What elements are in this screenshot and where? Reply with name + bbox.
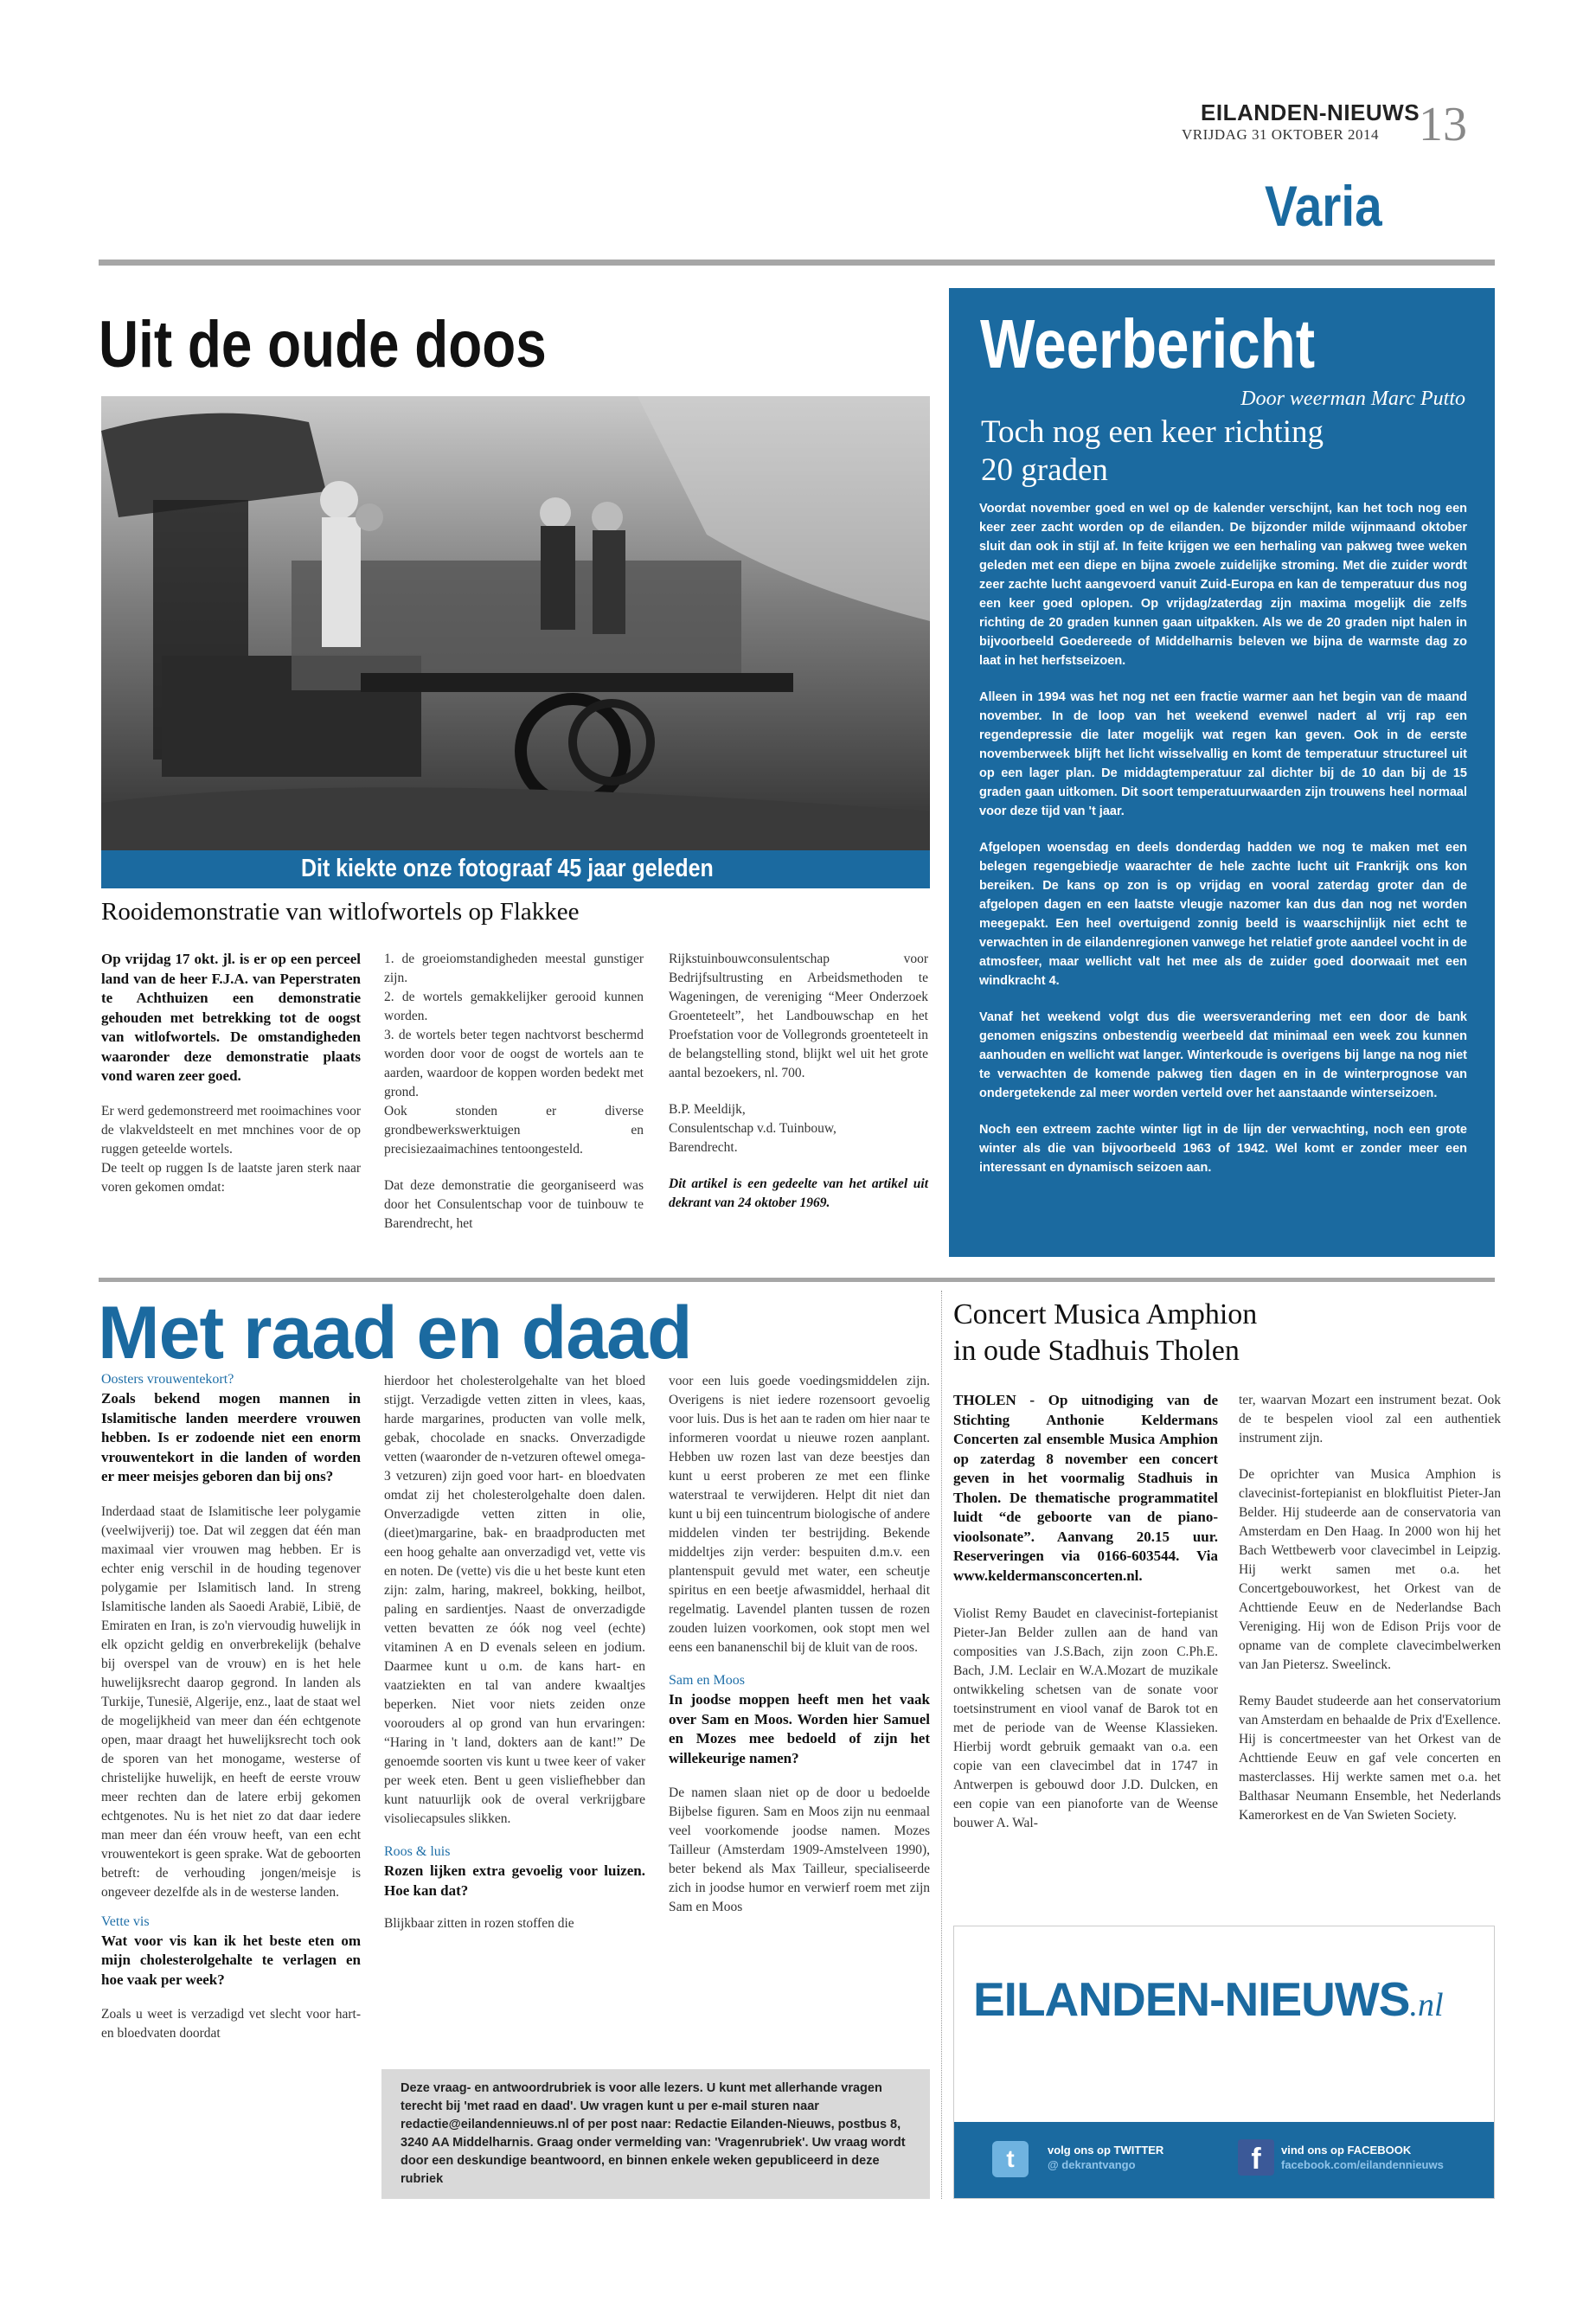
raad-notice-text: Deze vraag- en antwoordrubriek is voor alle lezers. U kunt met allerhande vragen terecht bij 'met raad en daad'. Uw vragen kunt u per e-mail sturen naar redactie@eilandennieuws.nl of per post naar: Redactie Eilanden-Nieuws, postbus 8, 3240 AA Middelharnis. Graag onder vermelding van: 'Vragenrubriek'. Uw vraag wordt door een deskundige beantwoord, en binnen enkele weken gepubliceerd in deze rubriek <box>401 2081 906 2186</box>
raad-col3 <box>669 1372 930 1917</box>
q-answer-cont: voor een luis goede voedingsmiddelen zijn. Overigens is niet iedere rozensoort gevoelig voor luis. Dus is het aan te raden om hier naar te informeren voordat u nieuwe rozen aanplant. Hebben uw rozen last van deze beestjes dan kunt u eerst proberen ze met een flinke waterstraal te verwijderen. Helpt dit niet dan kunt u bij een tuincentrum biologische of andere middelen vinden ter bestrijding. Bekende middeltjes zijn verder: bespuiten d.m.v. een plantenspuit gevuld met water, een scheutje spiritus en een beetje afwasmiddel, herhaal dit regelmatig. Lavendel planten tussen de rozen zouden luizen voorkomen, ook stopt men wel eens een bananenschil bij de kluit van de roos. <box>669 1374 930 1655</box>
q-label: Vette vis <box>101 1913 150 1929</box>
twitter-label: volg ons op TWITTER <box>1048 2144 1164 2157</box>
q-answer: Inderdaad staat de Islamitische leer polygamie (veelwijverij) toe. Dat wil zeggen dat één man maximaal vier vrouwen mag hebben. Er is echter enig verschil in de houding tegenover polygamie per Islamitisch land. In streng Islamitische landen als Saoedi Arabië, Libië, de Emiraten en Iran, is zo'n viervoudig huwelijk in elk opzicht geldig en onverbrekelijk (behalve bij overspel van de vrouw) en is het hele huwelijksrecht daarop gegrond. In landen als Turkije, Tunesië, Algerije, enz., laat de staat wel de mogelijkheid van meer dan één echtgenote open, maar draagt het huwelijksrecht toch ook de sporen van het monogame, westerse of christelijke huwelijk, en heeft de eerste vrouw meer rechten dan de latere erbij gekomen echtgenotes. Nu is het niet zo dat daar iedere man meer dan één vrouw heeft, van een echt vrouwentekort is geen sprake. Wat de geboorten betreft: de verhouding jongen/meisje is ongeveer dezelfde als in de westerse landen. <box>101 1503 361 1900</box>
weather-paragraph: Afgelopen woensdag en deels donderdag hadden we nog te maken met een belegen regengebiedje waarachter de hele zachte lucht uit Frankrijk ons kon bereiken. De kans op zon is op vrijdag en vooral zaterdag groter dan de afgelopen dagen en een laatste vleugje nazomer kan dus dan nog net worden meegepakt. Een heel overtuigend zonnig beeld is waarschijnlijk niet echt te verwachten in de eilandenregionen vanwege het relatief grote aandeel vocht in de atmosfeer, maar wellicht valt het mee als de zuider goed doorwaait met een windkracht 4. <box>979 841 1467 988</box>
facebook-link[interactable] <box>1281 2143 1444 2172</box>
weather-paragraph: Noch een extreem zachte winter ligt in de lijn der verwachting, noch een grote winter als die van bijvoorbeeld 1963 of 1942. Wel komt er zonder meer een interessant en dynamisch seizoen aan. <box>979 1123 1467 1175</box>
weather-paragraph: Voordat november goed en wel op de kalender verschijnt, kan het toch nog een keer zeer zacht worden op de eilanden. De bijzonder milde wijnmaand oktober sluit dan ook in stijl af. In feite krijgen we een herhaling van pakweg twee weken geleden met een diepe en bijna zwoele zuidelijke stroming. Met die zuider wordt zeer zachte lucht aangevoerd vanuit Zuid-Europa en kan de temperatuur dus nog een keer goed oplopen. Op vrijdag/zaterdag zijn maxima mogelijk die zelfs richting de 20 graden kunnen gaan uitpakken. Als we de 20 graden nipt halen in bijvoorbeeld Goedereede of Middelharnis beleven we bijna de warmste dag zo laat in het herfstseizoen. <box>979 502 1467 668</box>
oude-doos-lead: Op vrijdag 17 okt. jl. is er op een perceel land van de heer F.J.A. van Peperstraten te Achthuizen een demonstratie gehouden met betrekking tot de oogst van witlofwortels. De omstandigheden waaronder deze demonstratie plaats vond waren zeer goed. <box>101 951 361 1084</box>
raad-notice <box>381 2069 930 2199</box>
oude-doos-col3 <box>669 950 928 1230</box>
section-title: Varia <box>1265 174 1382 238</box>
photo-caption: Dit kiekte onze fotograaf 45 jaar geleden <box>301 855 714 882</box>
concert-title-line1: Concert Musica Amphion <box>953 1298 1258 1330</box>
oude-doos-subtitle: Rooidemonstratie van witlofwortels op Flakkee <box>101 898 580 926</box>
oude-doos-body2: De teelt op ruggen Is de laatste jaren sterk naar voren gekomen omdat: <box>101 1160 361 1195</box>
article-note: Dit artikel is een gedeelte van het artikel uit dekrant van 24 oktober 1969. <box>669 1176 928 1210</box>
oude-doos-p3: Dat deze demonstratie die georganiseerd was door het Consulentschap voor de tuinbouw te Barendrecht, het <box>384 1178 644 1231</box>
twitter-link[interactable] <box>1048 2143 1163 2172</box>
facebook-icon[interactable]: f <box>1238 2139 1274 2176</box>
concert-p1: Violist Remy Baudet en clavecinist-fortepianist Pieter-Jan Belder zullen aan de hand van composities van J.S.Bach, zijn zoon C.Ph.E. Bach, J.M. Leclair en W.A.Mozart de muzikale ontwikkeling schetsen van de sonate voor toetsinstrument en viool vanaf de Barok tot en met de periode van de Weense Klassieken. Hierbij wordt gebruik gemaakt van o.a. een copie van een clavecimbel dat in 1747 in Antwerpen is gebouwd door J.D. Dulcken, en een copie van een pianoforte van de Weense bouwer A. Wal- <box>953 1606 1218 1830</box>
section-rule <box>99 260 1495 266</box>
list-item: 1. de groeiomstandigheden meestal gunstiger zijn. <box>384 952 644 985</box>
weather-byline: Door weerman Marc Putto <box>1240 388 1465 410</box>
ad-logo-text: EILANDEN-NIEUWS <box>973 1972 1410 2026</box>
masthead-brand: EILANDEN-NIEUWS <box>1201 99 1420 125</box>
page-number: 13 <box>1419 98 1467 151</box>
oude-doos-col3-p1: Rijkstuinbouwconsulentschap voor Bedrijfsultrusting en Arbeidsmethoden te Wageningen, de vereniging “Meer Onderzoek Groenteteelt”, het Landbouwschap en het Proefstation voor de Vollegronds groenteteelt in de belangstelling stond, blijkt wel uit het grote aantal bezoekers, nl. 700. <box>669 952 928 1080</box>
q-question: In joodse moppen heeft men het vaak over Sam en Moos. Worden hier Samuel en Mozes mee bedoeld of zijn het willekeurige namen? <box>669 1691 930 1766</box>
q-answer-cont: hierdoor het cholesterolgehalte van het bloed stijgt. Verzadigde vetten zitten in vlees, kaas, harde margarines, producten van volle melk, gebak, chocolade en snacks. Onverzadigde vetten (waaronder de n-vetzuren oftewel omega-3 vetzuren) zijn goed voor hart- en bloedvaten omdat zij het cholesterolgehalte doen dalen. Onverzadigde vetten zitten in olie, (dieet)margarine, bak- en braadproducten met een hoog gehalte aan onverzadigd vet, vette vis en noten. De (vette) vis die u het beste kunt eten zijn: zalm, haring, makreel, bokking, heilbot, paling en sardientjes. Naast de onverzadigde vetten bevatten ze óók nog veel (echte) vitaminen A en D evenals seleen en jodium. Daarmee kunt u o.m. de kans hart- en vaatziekten en tal van andere kwaaltjes beperken. Niet voor niets zeiden onze voorouders al op grond van hun ervaringen: “Haring in 't land, dokters aan de kant!” De genoemde soorten vis kunt u twee keer of vaker per week eten. Bent u geen visliefhebber dan kunt natuurlijk ook de overal verkrijgbare visoliecapsules slikken. <box>384 1374 645 1826</box>
mid-rule <box>99 1278 1495 1282</box>
raad-col2 <box>384 1372 645 1933</box>
concert-col1 <box>953 1391 1218 1833</box>
weather-paragraph: Alleen in 1994 was het nog net een fractie warmer aan het begin van de maand november. In de loop van het weekend evenwel nadert al vrij rap een regendepressie die later mogelijk wat regen kan geven. Ook in de eerste novemberweek blijft het licht wisselvallig en komt de temperatuur structureel uit op een lager plan. De middagtemperatuur zal dichter bij de 10 dan bij de 15 graden gaan uitkomen. Dit soort temperatuurwaarden zijn trouwens heel normaal voor deze tijd van 't jaar. <box>979 690 1467 818</box>
oude-doos-col1 <box>101 950 361 1197</box>
concert-p2: ter, waarvan Mozart een instrument bezat. Ook de te bespelen viool zal een authentiek instrument zijn. <box>1239 1393 1501 1445</box>
oude-doos-p2: Ook stonden er diverse grondbewerkswerktuigen en precisiezaaimachines tentoongesteld. <box>384 1104 644 1157</box>
weather-headline: Toch nog een keer richting 20 graden <box>981 414 1324 488</box>
weather-title: Weerbericht <box>980 305 1316 382</box>
list-item: 3. de wortels beter tegen nachtvorst beschermd worden door voor de oogst de wortels aan te aarden, waardoor de koppen worden bedekt met grond. <box>384 1028 644 1099</box>
signature-org: Consulentschap v.d. Tuinbouw, <box>669 1121 836 1136</box>
weather-body <box>979 499 1467 1195</box>
ad-logo <box>973 1971 1444 2027</box>
signature-name: B.P. Meeldijk, <box>669 1102 746 1117</box>
q-label: Sam en Moos <box>669 1673 745 1688</box>
q-answer: Zoals u weet is verzadigd vet slecht voor hart- en bloedvaten doordat <box>101 2007 361 2041</box>
raad-title: Met raad en daad <box>98 1292 692 1375</box>
concert-p3: De oprichter van Musica Amphion is clavecinist-fortepianist en blokfluitist Pieter-Jan Belder. Hij studeerde aan de conservatoria van Amsterdam en Den Haag. In 2000 won hij het Bach Wettbewerb voor clavecimbel in Leipzig. Hij werkt samen met o.a. het Concertgebouworkest, het Orkest van de Achttiende Eeuw en de Nederlandse Bach Vereniging. Hij won de Edison Prijs voor de opname van de complete clavecimbelwerken van Jan Pietersz. Sweelinck. <box>1239 1467 1501 1672</box>
q-answer: De namen slaan niet op de door u bedoelde Bijbelse figuren. Sam en Moos zijn nu eenmaal veel voorkomende joodse namen. Mozes Tailleur (Amsterdam 1909-Amstelveen 1990), beter bekend als Max Tailleur, specialiseerde zich in joodse humor en verwierf roem met zijn Sam en Moos <box>669 1785 930 1914</box>
concert-title-line2: in oude Stadhuis Tholen <box>953 1335 1240 1367</box>
advert <box>953 1926 1495 2199</box>
q-label: Roos & luis <box>384 1844 451 1859</box>
oude-doos-col2 <box>384 950 644 1251</box>
oude-doos-title: Uit de oude doos <box>99 308 547 381</box>
facebook-url: facebook.com/eilandennieuws <box>1281 2158 1444 2171</box>
photo-scene <box>101 396 930 850</box>
facebook-label: vind ons op FACEBOOK <box>1281 2144 1412 2157</box>
concert-lead: THOLEN - Op uitnodiging van de Stichting Anthonie Keldermans Concerten zal ensemble Musica Amphion op zaterdag 8 november een concert geven in het voormalig Stadhuis in Tholen. De thematische programmatitel luidt “de geboorte van de piano-vioolsonate”. Aanvang 20.15 uur. Reserveringen via 0166-603544. Via www.keldermansconcerten.nl. <box>953 1392 1218 1584</box>
q-question: Zoals bekend mogen mannen in Islamitische landen meerdere vrouwen hebben. Is er zodoende niet een enorm vrouwentekort in die landen of worden er meer meisjes geboren dan bij ons? <box>101 1390 361 1484</box>
concert-col2 <box>1239 1391 1501 1843</box>
oude-doos-body: Er werd gedemonstreerd met rooimachines voor de vlakveldsteelt en met mnchines voor de op ruggen geteelde wortels. <box>101 1103 361 1157</box>
ad-logo-suffix: .nl <box>1409 1987 1444 2023</box>
weather-paragraph: Vanaf het weekend volgt dus die weersverandering met een door de bank genomen enigszins onbestendig weerbeeld dat minimaal een week zou kunnen aanhouden en wellicht wat langer. Winterkoude is overigens bij lange na nog niet te verwachten de komende pakweg tien dagen en in de winterprognose van ondergetekende zal meer worden verteld over het aanstaande winterseizoen. <box>979 1010 1467 1100</box>
q-question: Rozen lijken extra gevoelig voor luizen. Hoe kan dat? <box>384 1862 645 1899</box>
twitter-handle: @ dekrantvango <box>1048 2158 1136 2171</box>
concert-p4: Remy Baudet studeerde aan het conservatorium van Amsterdam en behaalde de Prix d'Exellence. Hij is concertmeester van het Orkest van de Achttiende Eeuw en gaf vele concerten en masterclasses. Hij werkte samen met o.a. het Balthasar Neumann Ensemble, het Nederlands Kamerorkest en de Van Swieten Society. <box>1239 1694 1501 1823</box>
masthead-date: VRIJDAG 31 OKTOBER 2014 <box>1182 126 1379 143</box>
list-item: 2. de wortels gemakkelijker gerooid kunnen worden. <box>384 990 644 1023</box>
q-question: Wat voor vis kan ik het beste eten om mijn cholesterolgehalte te verlagen en hoe vaak per week? <box>101 1932 361 1988</box>
twitter-icon[interactable]: t <box>992 2141 1029 2177</box>
q-answer: Blijkbaar zitten in rozen stoffen die <box>384 1916 574 1931</box>
signature-place: Barendrecht. <box>669 1140 738 1155</box>
raad-col1 <box>101 1372 361 2043</box>
vertical-rule <box>941 1291 942 2199</box>
q-label: Oosters vrouwentekort? <box>101 1372 234 1387</box>
concert-title <box>953 1297 1257 1369</box>
historic-photo <box>101 396 930 850</box>
